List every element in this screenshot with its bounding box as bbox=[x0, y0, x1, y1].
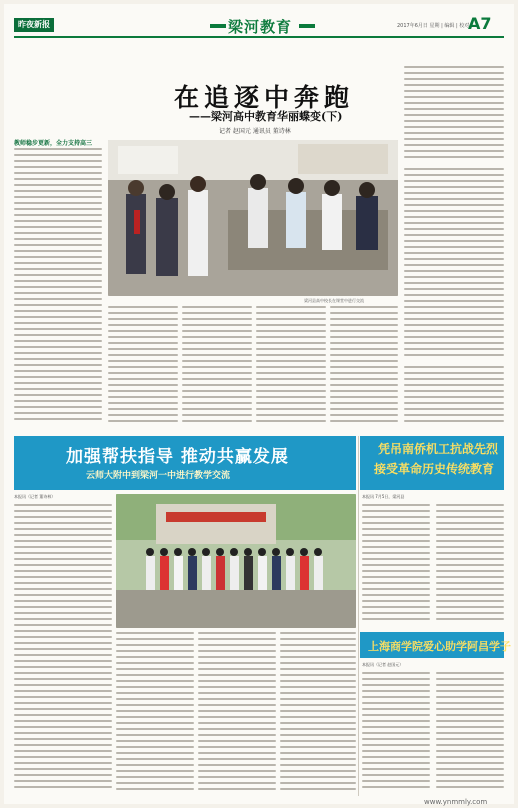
story3-text-col1 bbox=[362, 504, 430, 628]
feature-text-col2 bbox=[108, 306, 178, 426]
group-meeting-photo bbox=[108, 140, 398, 296]
feature-byline: 记者 赵国元 通讯员 董诗林 bbox=[219, 128, 291, 135]
page-number: A7 bbox=[468, 14, 492, 33]
story4-headline: 上海商学院爱心助学阿昌学子 bbox=[368, 640, 511, 653]
header-rule bbox=[14, 36, 504, 38]
paper-name: 昨夜新报 bbox=[14, 18, 54, 32]
section-decoration-right bbox=[299, 24, 315, 28]
newspaper-page bbox=[4, 4, 514, 804]
story2-text-col3 bbox=[198, 632, 276, 794]
story2-text-col2 bbox=[116, 632, 194, 794]
feature-subhead: ——梁河高中教育华丽蝶变(下) bbox=[189, 110, 343, 123]
story3-headline-line2: 接受革命历史传统教育 bbox=[374, 462, 495, 476]
story2-lead: 本报讯（记者 董诗林） bbox=[14, 494, 56, 499]
feature-text-col1 bbox=[14, 148, 102, 426]
story3-headline-line1: 凭吊南侨机工抗战先烈 bbox=[378, 442, 499, 456]
story2-subhead: 云师大附中到梁河一中进行教学交流 bbox=[86, 471, 231, 481]
story2-text-col1 bbox=[14, 504, 112, 794]
section-decoration-left bbox=[210, 24, 226, 28]
story3-text-col2 bbox=[436, 504, 504, 628]
feature-text-right-bottom bbox=[404, 366, 504, 426]
feature-text-right-top bbox=[404, 66, 504, 166]
story2-text-col4 bbox=[280, 632, 356, 794]
date-line: 2017年6月日 星期 | 编辑 | 校对 bbox=[397, 23, 470, 29]
section-name: 梁河教育 bbox=[228, 18, 293, 36]
photo-caption: 梁河县高中校长在课堂中进行交流 bbox=[304, 298, 364, 303]
story2-headline: 加强帮扶指导 推动共赢发展 bbox=[66, 447, 289, 467]
feature-headline: 在追逐中奔跑 bbox=[173, 83, 354, 112]
column-divider bbox=[358, 436, 359, 796]
feature-text-col3 bbox=[182, 306, 252, 426]
column-title: 教师稳步更新，全力支持高三 bbox=[14, 140, 93, 147]
feature-text-right-mid bbox=[404, 168, 504, 364]
feature-text-col4 bbox=[256, 306, 326, 426]
story4-text-col1 bbox=[362, 672, 430, 794]
page-header bbox=[14, 14, 504, 54]
group-outdoor-photo bbox=[116, 494, 356, 628]
story2-banner bbox=[14, 436, 356, 490]
story4-banner bbox=[360, 632, 511, 658]
story4-text-col2 bbox=[436, 672, 504, 794]
story3-lead: 本报讯 7月5日，梁河县 bbox=[362, 494, 405, 499]
story3-banner bbox=[360, 436, 504, 490]
watermark: www.ynmmly.com bbox=[424, 798, 488, 806]
feature-text-col5 bbox=[330, 306, 398, 426]
story4-lead: 本报讯（记者 赵国元） bbox=[362, 662, 404, 667]
